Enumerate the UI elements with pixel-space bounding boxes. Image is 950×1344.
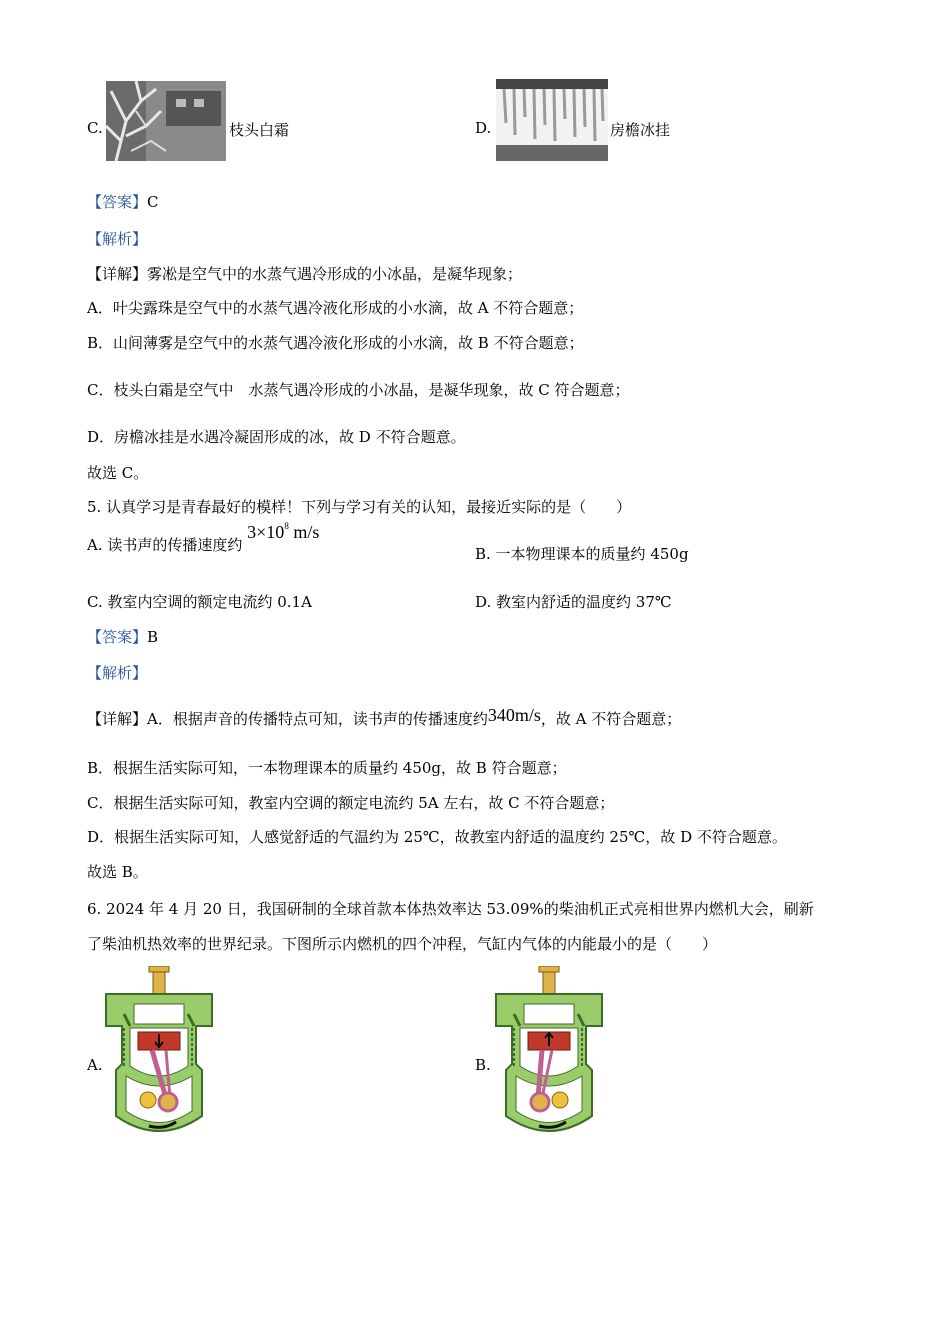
- q4-detail-line-4: D．房檐冰挂是水遇冷凝固形成的冰，故 D 不符合题意。: [87, 428, 466, 446]
- q5-option-c: C. 教室内空调的额定电流约 0.1A: [87, 593, 312, 611]
- q4-detail-line-0: 【详解】雾凇是空气中的水蒸气遇冷形成的小冰晶，是凝华现象；: [87, 265, 523, 283]
- q4-answer: C: [147, 193, 159, 211]
- q5-option-b: B. 一本物理课本的质量约 450g: [475, 545, 689, 563]
- answer-label: 【答案】: [87, 628, 148, 646]
- q5-stem: 5. 认真学习是青春最好的模样！下列与学习有关的认知，最接近实际的是（ ）: [87, 498, 632, 516]
- q5-answer-row: [87, 626, 158, 647]
- frost-branch-photo: [106, 81, 226, 161]
- q5-detail-line-1: B．根据生活实际可知，一本物理课本的质量约 450g，故 B 符合题意；: [87, 759, 567, 777]
- q4-option-d-letter: D.: [475, 119, 492, 137]
- q6-stem-line-2: 了柴油机热效率的世界纪录。下图所示内燃机的四个冲程，气缸内气体的内能最小的是（ ）: [87, 935, 718, 953]
- q4-option-c-letter: C.: [87, 119, 103, 137]
- q5-option-a: A. 读书声的传播速度约 $3\times 10^8$ m/s: [87, 521, 320, 554]
- detail-label: 【详解】: [87, 265, 148, 283]
- icicle-eave-photo: [496, 79, 608, 161]
- q4-analysis-label: 【解析】: [87, 230, 148, 248]
- q4-option-c-text: 枝头白霜: [229, 121, 290, 139]
- q5-detail-line-3: D．根据生活实际可知，人感觉舒适的气温约为 25℃，故教室内舒适的温度约 25℃，故 D 不符合题意。: [87, 828, 787, 846]
- q5-conclusion: 故选 B。: [87, 863, 148, 881]
- q4-option-d-text: 房檐冰挂: [610, 121, 671, 139]
- q4-detail-line-1: A．叶尖露珠是空气中的水蒸气遇冷液化形成的小水滴，故 A 不符合题意；: [87, 299, 584, 317]
- q6-stem-line-1: 6. 2024 年 4 月 20 日，我国研制的全球首款本体热效率达 53.09%的柴油机正式亮相世界内燃机大会，刷新: [87, 900, 814, 918]
- engine-diagram-b: [494, 966, 604, 1138]
- q5-option-d: D. 教室内舒适的温度约 37℃: [475, 593, 672, 611]
- q4-detail-line-2: B．山间薄雾是空气中的水蒸气遇冷液化形成的小水滴，故 B 不符合题意；: [87, 334, 584, 352]
- q5-analysis-label: 【解析】: [87, 664, 148, 682]
- engine-diagram-a: [104, 966, 214, 1138]
- detail-label: 【详解】: [87, 710, 148, 728]
- q4-answer-row: [87, 191, 159, 212]
- q5-detail-line-2: C．根据生活实际可知，教室内空调的额定电流约 5A 左右，故 C 不符合题意；: [87, 794, 615, 812]
- sound-speed-value: 340m/s: [487, 705, 541, 725]
- q4-conclusion: 故选 C。: [87, 464, 149, 482]
- q6-option-b-letter: B.: [475, 1056, 491, 1074]
- speed-formula: $3\times 10^8$ m/s: [247, 521, 320, 542]
- q4-detail-line-3: C．枝头白霜是空气中 水蒸气遇冷形成的小冰晶，是凝华现象，故 C 符合题意；: [87, 381, 630, 399]
- q6-option-a-letter: A.: [87, 1056, 103, 1074]
- q5-detail-line-0: 【详解】A．根据声音的传播特点可知，读书声的传播速度约340m/s，故 A 不符合题意；: [87, 705, 682, 728]
- q5-answer: B: [147, 628, 159, 646]
- answer-label: 【答案】: [87, 193, 148, 211]
